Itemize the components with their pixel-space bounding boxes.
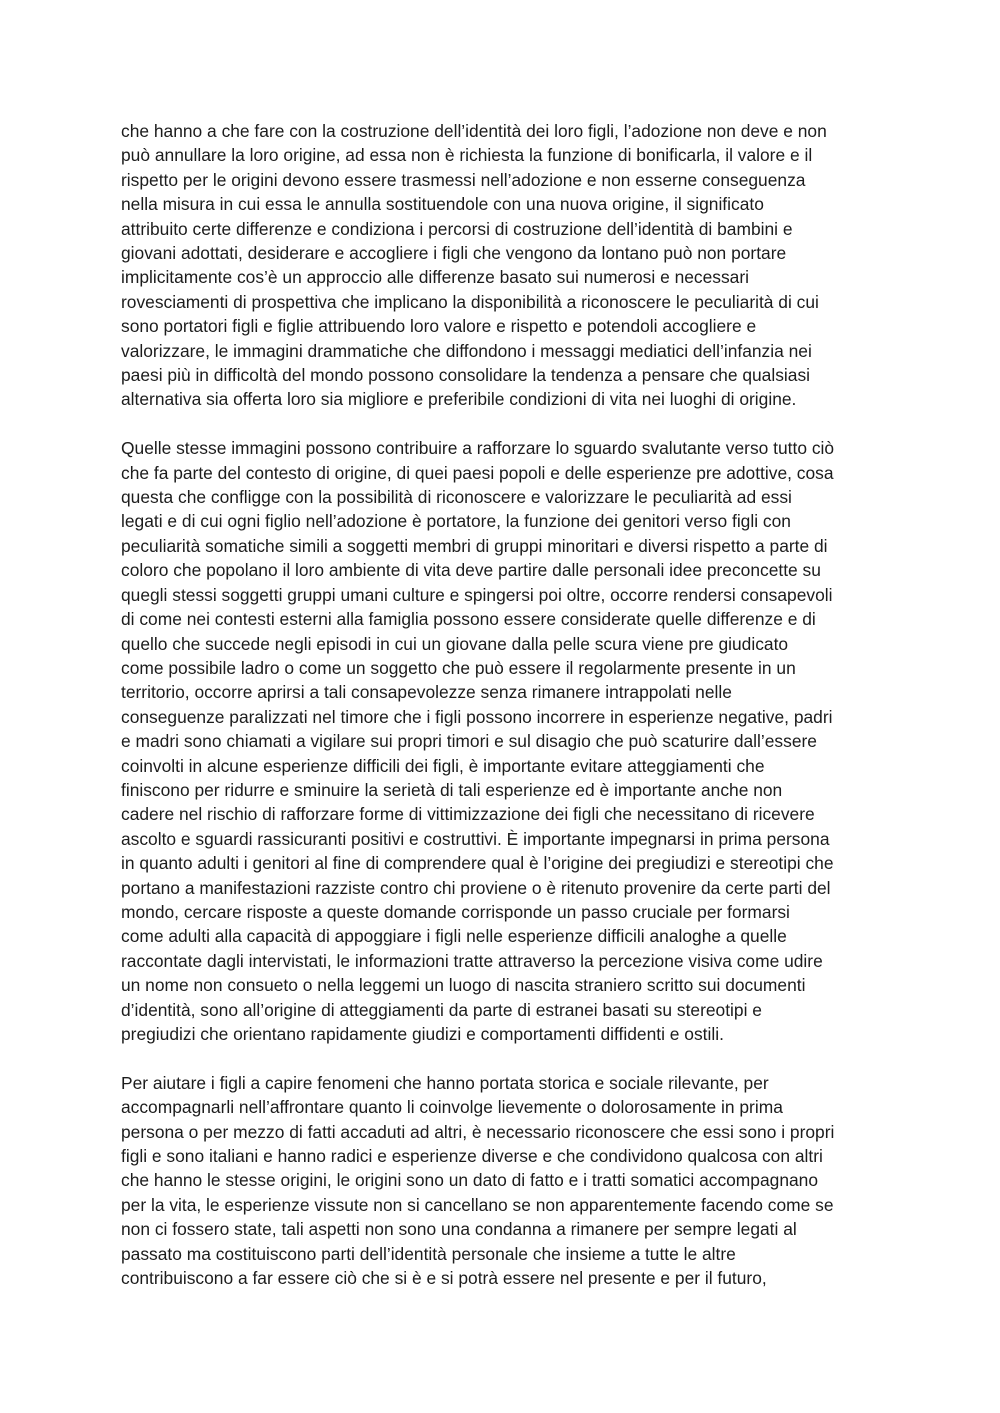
text-line: può annullare la loro origine, ad essa non è richiesta la funzione di bonificarla, il valore e il (121, 145, 813, 166)
text-line: implicitamente cos’è un approccio alle differenze basato sui numerosi e necessari (121, 267, 750, 288)
document-page (121, 119, 891, 1290)
text-line: valorizzare, le immagini drammatiche che diffondono i messaggi mediatici dell’infanzia nei (121, 340, 812, 361)
text-line: coloro che popolano il loro ambiente di vita deve partire dalle personali idee preconcette su (121, 560, 821, 581)
text-line: finiscono per ridurre e sminuire la serietà di tali esperienze ed è importante anche non (121, 779, 783, 800)
text-line: figli e sono italiani e hanno radici e esperienze diverse e che condividono qualcosa con altri (121, 1146, 823, 1167)
text-line: per la vita, le esperienze vissute non si cancellano se non apparentemente facendo come se (121, 1194, 834, 1215)
text-line: conseguenze paralizzati nel timore che i figli possono incorrere in esperienze negative, padri (121, 706, 833, 727)
text-line: in quanto adulti i genitori al fine di comprendere qual è l’origine dei pregiudizi e stereotipi che (121, 853, 834, 874)
text-line: attribuito certe differenze e condiziona i percorsi di costruzione dell’identità di bambini e (121, 218, 793, 239)
text-line: alternativa sia offerta loro sia migliore e preferibile condizioni di vita nei luoghi di origine. (121, 389, 797, 410)
text-line: peculiarità somatiche simili a soggetti membri di gruppi minoritari e diversi rispetto a parte di (121, 535, 828, 556)
text-line: legati e di cui ogni figlio nell’adozione è portatore, la funzione dei genitori verso figli con (121, 511, 791, 532)
text-line: che fa parte del contesto di origine, di quei paesi popoli e delle esperienze pre adottive, cosa (121, 462, 834, 483)
text-line: d’identità, sono all’origine di atteggiamenti da parte di estranei basati su stereotipi e (121, 999, 762, 1020)
text-line: che hanno le stesse origini, le origini sono un dato di fatto e i tratti somatici accompagnano (121, 1170, 819, 1191)
paragraph-3 (121, 1071, 891, 1291)
text-line: come adulti alla capacità di appoggiare i figli nelle esperienze difficili analoghe a quelle (121, 926, 787, 947)
text-line: territorio, occorre aprirsi a tali consapevolezze senza rimanere intrappolati nelle (121, 682, 732, 703)
text-line: e madri sono chiamati a vigilare sui propri timori e sul disagio che può scaturire dall’essere (121, 731, 817, 752)
text-line: rovesciamenti di prospettiva che implicano la disponibilità a riconoscere le peculiarità di cui (121, 291, 819, 312)
text-line: che hanno a che fare con la costruzione dell’identità dei loro figli, l’adozione non deve e non (121, 121, 827, 141)
paragraph-2 (121, 436, 891, 1046)
text-line: non ci fossero state, tali aspetti non sono una condanna a rimanere per sempre legati al (121, 1219, 797, 1240)
text-line: Quelle stesse immagini possono contribuire a rafforzare lo sguardo svalutante verso tutto ciò (121, 438, 835, 459)
text-line: pregiudizi che orientano rapidamente giudizi e comportamenti diffidenti e ostili. (121, 1024, 724, 1045)
text-line: Per aiutare i figli a capire fenomeni che hanno portata storica e sociale rilevante, per (121, 1072, 769, 1093)
text-line: questa che confligge con la possibilità di riconoscere e valorizzare le peculiarità ad essi (121, 487, 792, 508)
text-line: paesi più in difficoltà del mondo possono consolidare la tendenza a pensare che qualsiasi (121, 365, 811, 386)
text-line: rispetto per le origini devono essere trasmessi nell’adozione e non esserne conseguenza (121, 169, 806, 190)
text-line: contribuiscono a far essere ciò che si è e si potrà essere nel presente e per il futuro, (121, 1268, 767, 1289)
text-line: nella misura in cui essa le annulla sostituendole con una nuova origine, il significato (121, 194, 764, 215)
text-line: ascolto e sguardi rassicuranti positivi e costruttivi. È importante impegnarsi in prima persona (121, 828, 830, 849)
text-line: di come nei contesti esterni alla famiglia possono essere considerate quelle differenze e di (121, 609, 816, 630)
text-line: mondo, cercare risposte a queste domande corrisponde un passo cruciale per formarsi (121, 901, 790, 922)
text-line: come possibile ladro o come un soggetto che può essere il regolarmente presente in un (121, 657, 796, 678)
text-line: raccontate dagli intervistati, le informazioni tratte attraverso la percezione visiva come udire (121, 950, 823, 971)
text-line: quello che succede negli episodi in cui un giovane dalla pelle scura viene pre giudicato (121, 633, 789, 654)
text-line: cadere nel rischio di rafforzare forme di vittimizzazione dei figli che necessitano di ricevere (121, 804, 815, 825)
text-line: giovani adottati, desiderare e accogliere i figli che vengono da lontano può non portare (121, 243, 787, 264)
text-line: passato ma costituiscono parti dell’identità personale che insieme a tutte le altre (121, 1243, 736, 1264)
text-line: accompagnarli nell’affrontare quanto li coinvolge lievemente o dolorosamente in prima (121, 1097, 783, 1118)
text-line: quegli stessi soggetti gruppi umani culture e spingersi poi oltre, occorre rendersi consapevoli (121, 584, 833, 605)
text-line: portano a manifestazioni razziste contro chi proviene o è ritenuto provenire da certe parti del (121, 877, 831, 898)
paragraph-1 (121, 119, 891, 412)
text-line: persona o per mezzo di fatti accaduti ad altri, è necessario riconoscere che essi sono i propri (121, 1121, 835, 1142)
text-line: un nome non consueto o nella leggemi un luogo di nascita straniero scritto sui documenti (121, 975, 806, 996)
text-line: sono portatori figli e figlie attribuendo loro valore e rispetto e potendoli accogliere e (121, 316, 757, 337)
text-line: coinvolti in alcune esperienze difficili dei figli, è importante evitare atteggiamenti che (121, 755, 765, 776)
